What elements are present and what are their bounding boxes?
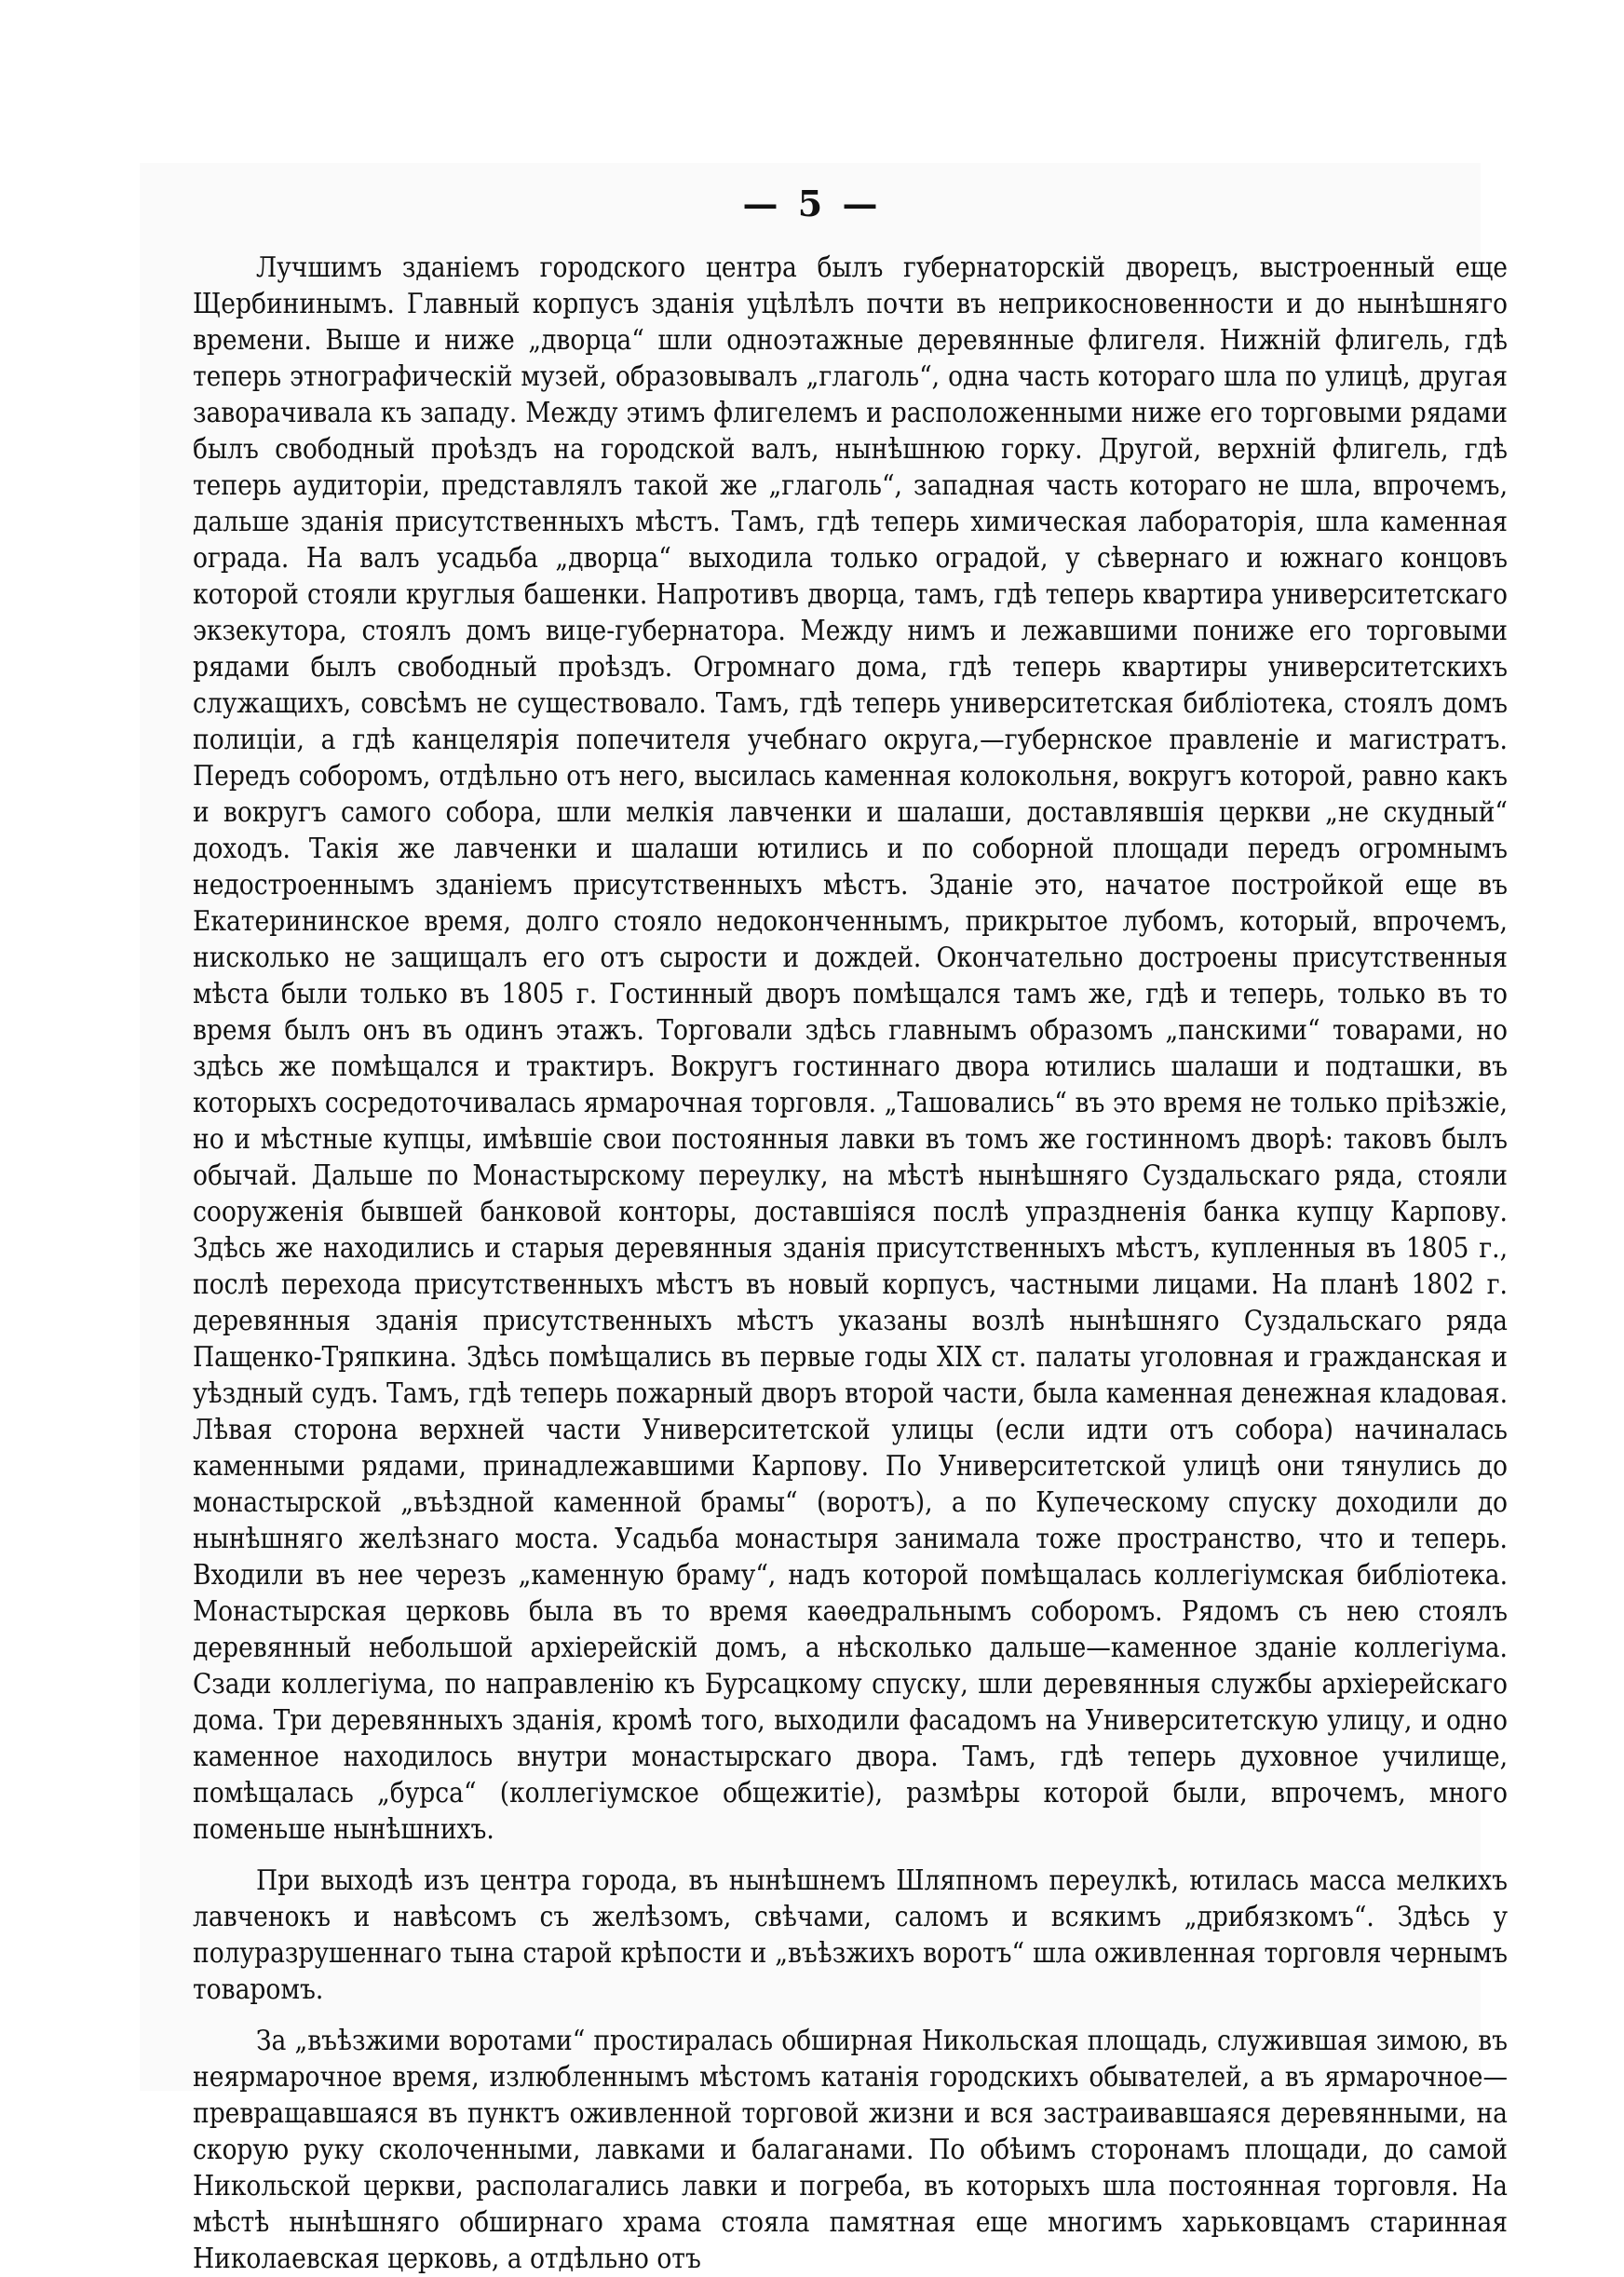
paragraph-3: За „въѣзжими воротами“ простиралась обширная Никольская площадь, служившая зимою, въ неярмарочное время, излюбленнымъ мѣстомъ катанія городскихъ обывателей, а въ ярмарочное—превращавшаяся въ пунктъ оживленной торговой жизни и вся застраивавшаяся деревянными, на скорую руку сколоченными, лавками и балаганами. По обѣимъ сторонамъ площади, до самой Никольской церкви, располагались лавки и погреба, въ которыхъ шла постоянная торговля. На мѣстѣ нынѣшняго обширнаго храма стояла памятная еще многимъ харьковцамъ старинная Николаевская церковь, а отдѣльно отъ — [193, 2025, 1508, 2274]
paragraph-2: При выходѣ изъ центра города, въ нынѣшнемъ Шляпномъ переулкѣ, ютилась масса мелкихъ лавченокъ и навѣсомъ съ желѣзомъ, свѣчами, саломъ и всякимъ „дрибязкомъ“. Здѣсь у полуразрушеннаго тына старой крѣпости и „въѣзжихъ воротъ“ шла оживленная торговля чернымъ товаромъ. — [193, 1864, 1508, 2005]
page-number: — 5 — — [742, 183, 882, 224]
body-text — [193, 250, 1508, 2277]
paragraph-1: Лучшимъ зданіемъ городского центра былъ губернаторскій дворецъ, выстроенный еще Щербининымъ. Главный корпусъ зданія уцѣлѣлъ почти въ неприкосновенности и до нынѣшняго времени. Выше и ниже „дворца“ шли одноэтажные деревянные флигеля. Нижній флигель, гдѣ теперь этнографическій музей, образовывалъ „глаголь“, одна часть котораго шла по улицѣ, другая заворачивала къ западу. Между этимъ флигелемъ и расположенными ниже его торговыми рядами былъ свободный проѣздъ на городской валъ, нынѣшнюю горку. Другой, верхній флигель, гдѣ теперь аудиторіи, представлялъ такой же „глаголь“, западная часть котораго не шла, впрочемъ, дальше зданія присутственныхъ мѣстъ. Тамъ, гдѣ теперь химическая лабораторія, шла каменная ограда. На валъ усадьба „дворца“ выходила только оградой, у сѣвернаго и южнаго концовъ которой стояли круглыя башенки. Напротивъ дворца, тамъ, гдѣ теперь квартира университетскаго экзекутора, стоялъ домъ вице-губернатора. Между нимъ и лежавшими пониже его торговыми рядами былъ свободный проѣздъ. Огромнаго дома, гдѣ теперь квартиры университетскихъ служащихъ, совсѣмъ не существовало. Тамъ, гдѣ теперь университетская библіотека, стоялъ домъ полиціи, а гдѣ канцелярія попечителя учебнаго округа,—губернское правленіе и магистратъ. Передъ соборомъ, отдѣльно отъ него, высилась каменная колокольня, вокругъ которой, равно какъ и вокругъ самого собора, шли мелкія лавченки и шалаши, доставлявшія церкви „не скудный“ доходъ. Такія же лавченки и шалаши ютились и по соборной площади передъ огромнымъ недостроеннымъ зданіемъ присутственныхъ мѣстъ. Зданіе это, начатое постройкой еще въ Екатерининское время, долго стояло недоконченнымъ, прикрытое лубомъ, который, впрочемъ, нисколько не защищалъ его отъ сырости и дождей. Окончательно достроены присутственныя мѣста были только въ 1805 г. Гостинный дворъ помѣщался тамъ же, гдѣ и теперь, только въ то время былъ онъ въ одинъ этажъ. Торговали здѣсь главнымъ образомъ „панскими“ товарами, но здѣсь же помѣщался и трактиръ. Вокругъ гостиннаго двора ютились шалаши и подташки, въ которыхъ сосредоточивалась ярмарочная торговля. „Ташовались“ въ это время не только пріѣзжіе, но и мѣстные купцы, имѣвшіе свои постоянныя лавки въ томъ же гостинномъ дворѣ: таковъ былъ обычай. Дальше по Монастырскому переулку, на мѣстѣ нынѣшняго Суздальскаго ряда, стояли сооруженія бывшей банковой конторы, доставшіяся послѣ упраздненія банка купцу Карпову. Здѣсь же находились и старыя деревянныя зданія присутственныхъ мѣстъ, купленныя въ 1805 г., послѣ перехода присутственныхъ мѣстъ въ новый корпусъ, частными лицами. На планѣ 1802 г. деревянныя зданія присутственныхъ мѣстъ указаны возлѣ нынѣшняго Суздальскаго ряда Пащенко-Тряпкина. Здѣсь помѣщались въ первые годы XIX ст. палаты уголовная и гражданская и уѣздный судъ. Тамъ, гдѣ теперь пожарный дворъ второй части, была каменная денежная кладовая. Лѣвая сторона верхней части Университетской улицы (если идти отъ собора) начиналась каменными рядами, принадлежавшими Карпову. По Университетской улицѣ они тянулись до монастырской „въѣздной каменной брамы“ (воротъ), а по Купеческому спуску доходили до нынѣшняго желѣзнаго моста. Усадьба монастыря занимала тоже пространство, что и теперь. Входили въ нее черезъ „каменную браму“, надъ которой помѣщалась коллегіумская библіотека. Монастырская церковь была въ то время каѳедральнымъ соборомъ. Рядомъ съ нею стоялъ деревянный небольшой архіерейскій домъ, а нѣсколько дальше—каменное зданіе коллегіума. Сзади коллегіума, по направленію къ Бурсацкому спуску, шли деревянныя службы архіерейскаго дома. Три деревянныхъ зданія, кромѣ того, выходили фасадомъ на Университетскую улицу, и одно каменное находилось внутри монастырскаго двора. Тамъ, гдѣ теперь духовное училище, помѣщалась „бурса“ (коллегіумское общежитіе), размѣры которой были, впрочемъ, много поменьше нынѣшнихъ. — [193, 251, 1508, 1845]
